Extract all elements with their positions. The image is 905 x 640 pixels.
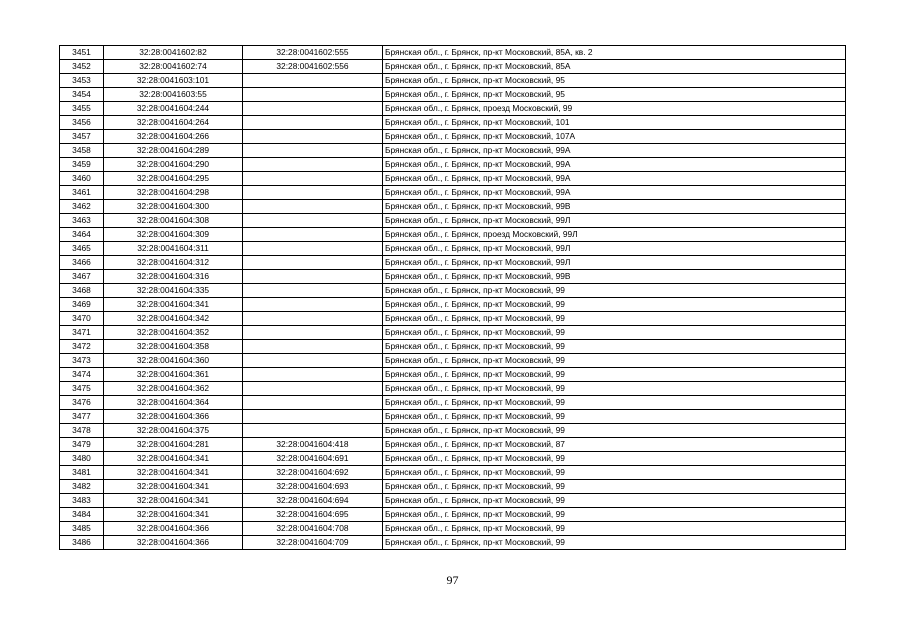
cadastral-number-cell: 32:28:0041604:361 [104,368,243,382]
table-row [60,270,846,284]
address-cell: Брянская обл., г. Брянск, пр-кт Московский, 99 [383,284,846,298]
related-cadastral-number-cell [243,312,383,326]
row-number-cell: 3477 [60,410,104,424]
table-row [60,60,846,74]
row-number-cell: 3476 [60,396,104,410]
row-number-cell: 3481 [60,466,104,480]
table-row [60,494,846,508]
table-row [60,74,846,88]
cadastral-number-cell: 32:28:0041604:316 [104,270,243,284]
address-cell: Брянская обл., г. Брянск, пр-кт Московский, 99А [383,172,846,186]
row-number-cell: 3472 [60,340,104,354]
table-row [60,382,846,396]
address-cell: Брянская обл., г. Брянск, пр-кт Московский, 99 [383,452,846,466]
table-row [60,480,846,494]
address-cell: Брянская обл., г. Брянск, пр-кт Московский, 99 [383,340,846,354]
address-cell: Брянская обл., г. Брянск, проезд Московский, 99Л [383,228,846,242]
cadastral-number-cell: 32:28:0041604:341 [104,480,243,494]
address-cell: Брянская обл., г. Брянск, пр-кт Московский, 99А [383,144,846,158]
table-body [60,46,846,550]
cadastral-number-cell: 32:28:0041604:311 [104,242,243,256]
address-cell: Брянская обл., г. Брянск, пр-кт Московский, 99 [383,326,846,340]
row-number-cell: 3462 [60,200,104,214]
row-number-cell: 3468 [60,284,104,298]
property-table [59,45,846,550]
row-number-cell: 3469 [60,298,104,312]
table-row [60,158,846,172]
address-cell: Брянская обл., г. Брянск, пр-кт Московский, 99 [383,298,846,312]
cadastral-number-cell: 32:28:0041604:342 [104,312,243,326]
cadastral-number-cell: 32:28:0041604:366 [104,522,243,536]
row-number-cell: 3461 [60,186,104,200]
cadastral-number-cell: 32:28:0041604:341 [104,298,243,312]
cadastral-number-cell: 32:28:0041604:264 [104,116,243,130]
related-cadastral-number-cell [243,298,383,312]
related-cadastral-number-cell: 32:28:0041602:555 [243,46,383,60]
related-cadastral-number-cell: 32:28:0041604:693 [243,480,383,494]
related-cadastral-number-cell: 32:28:0041604:695 [243,508,383,522]
row-number-cell: 3484 [60,508,104,522]
address-cell: Брянская обл., г. Брянск, пр-кт Московский, 85А [383,60,846,74]
cadastral-number-cell: 32:28:0041604:375 [104,424,243,438]
address-cell: Брянская обл., г. Брянск, пр-кт Московский, 99А [383,158,846,172]
table-row [60,396,846,410]
related-cadastral-number-cell [243,158,383,172]
cadastral-number-cell: 32:28:0041604:366 [104,410,243,424]
row-number-cell: 3460 [60,172,104,186]
cadastral-number-cell: 32:28:0041603:101 [104,74,243,88]
related-cadastral-number-cell [243,74,383,88]
row-number-cell: 3474 [60,368,104,382]
cadastral-number-cell: 32:28:0041604:360 [104,354,243,368]
row-number-cell: 3457 [60,130,104,144]
cadastral-number-cell: 32:28:0041604:362 [104,382,243,396]
address-cell: Брянская обл., г. Брянск, пр-кт Московский, 87 [383,438,846,452]
related-cadastral-number-cell [243,368,383,382]
table-row [60,116,846,130]
address-cell: Брянская обл., г. Брянск, пр-кт Московский, 99 [383,382,846,396]
address-cell: Брянская обл., г. Брянск, пр-кт Московский, 99В [383,270,846,284]
row-number-cell: 3455 [60,102,104,116]
row-number-cell: 3475 [60,382,104,396]
address-cell: Брянская обл., г. Брянск, пр-кт Московский, 99 [383,480,846,494]
related-cadastral-number-cell [243,130,383,144]
related-cadastral-number-cell [243,144,383,158]
address-cell: Брянская обл., г. Брянск, пр-кт Московский, 99В [383,200,846,214]
cadastral-number-cell: 32:28:0041604:298 [104,186,243,200]
address-cell: Брянская обл., г. Брянск, пр-кт Московский, 99 [383,354,846,368]
related-cadastral-number-cell [243,214,383,228]
table-row [60,228,846,242]
related-cadastral-number-cell [243,200,383,214]
related-cadastral-number-cell [243,410,383,424]
related-cadastral-number-cell [243,340,383,354]
table-row [60,200,846,214]
related-cadastral-number-cell [243,424,383,438]
related-cadastral-number-cell [243,382,383,396]
cadastral-number-cell: 32:28:0041604:341 [104,452,243,466]
table-row [60,242,846,256]
address-cell: Брянская обл., г. Брянск, пр-кт Московский, 95 [383,88,846,102]
address-cell: Брянская обл., г. Брянск, пр-кт Московский, 99 [383,522,846,536]
related-cadastral-number-cell [243,270,383,284]
table-row [60,102,846,116]
cadastral-number-cell: 32:28:0041604:312 [104,256,243,270]
related-cadastral-number-cell [243,172,383,186]
row-number-cell: 3458 [60,144,104,158]
address-cell: Брянская обл., г. Брянск, пр-кт Московский, 99Л [383,242,846,256]
cadastral-number-cell: 32:28:0041604:341 [104,508,243,522]
row-number-cell: 3479 [60,438,104,452]
row-number-cell: 3471 [60,326,104,340]
row-number-cell: 3452 [60,60,104,74]
row-number-cell: 3486 [60,536,104,550]
table-row [60,130,846,144]
row-number-cell: 3483 [60,494,104,508]
address-cell: Брянская обл., г. Брянск, пр-кт Московский, 99 [383,396,846,410]
related-cadastral-number-cell [243,242,383,256]
cadastral-number-cell: 32:28:0041602:74 [104,60,243,74]
row-number-cell: 3463 [60,214,104,228]
page-number: 97 [446,573,459,587]
cadastral-number-cell: 32:28:0041604:308 [104,214,243,228]
table-row [60,326,846,340]
row-number-cell: 3466 [60,256,104,270]
related-cadastral-number-cell [243,88,383,102]
row-number-cell: 3478 [60,424,104,438]
cadastral-number-cell: 32:28:0041604:364 [104,396,243,410]
table-row [60,298,846,312]
cadastral-number-cell: 32:28:0041604:290 [104,158,243,172]
cadastral-number-cell: 32:28:0041604:309 [104,228,243,242]
cadastral-number-cell: 32:28:0041604:281 [104,438,243,452]
related-cadastral-number-cell: 32:28:0041604:709 [243,536,383,550]
table-row [60,368,846,382]
cadastral-number-cell: 32:28:0041604:366 [104,536,243,550]
table-row [60,340,846,354]
table-row [60,186,846,200]
table-row [60,354,846,368]
related-cadastral-number-cell [243,326,383,340]
row-number-cell: 3464 [60,228,104,242]
address-cell: Брянская обл., г. Брянск, проезд Московский, 99 [383,102,846,116]
cadastral-number-cell: 32:28:0041604:352 [104,326,243,340]
related-cadastral-number-cell [243,102,383,116]
row-number-cell: 3473 [60,354,104,368]
row-number-cell: 3482 [60,480,104,494]
address-cell: Брянская обл., г. Брянск, пр-кт Московский, 99Л [383,214,846,228]
row-number-cell: 3453 [60,74,104,88]
related-cadastral-number-cell [243,284,383,298]
cadastral-number-cell: 32:28:0041603:55 [104,88,243,102]
address-cell: Брянская обл., г. Брянск, пр-кт Московский, 107А [383,130,846,144]
related-cadastral-number-cell [243,396,383,410]
address-cell: Брянская обл., г. Брянск, пр-кт Московский, 99 [383,410,846,424]
table-row [60,284,846,298]
table-row [60,144,846,158]
address-cell: Брянская обл., г. Брянск, пр-кт Московский, 99 [383,312,846,326]
related-cadastral-number-cell: 32:28:0041604:418 [243,438,383,452]
related-cadastral-number-cell: 32:28:0041602:556 [243,60,383,74]
related-cadastral-number-cell: 32:28:0041604:708 [243,522,383,536]
table-row [60,256,846,270]
related-cadastral-number-cell [243,256,383,270]
cadastral-number-cell: 32:28:0041604:358 [104,340,243,354]
row-number-cell: 3451 [60,46,104,60]
address-cell: Брянская обл., г. Брянск, пр-кт Московский, 99 [383,508,846,522]
address-cell: Брянская обл., г. Брянск, пр-кт Московский, 99 [383,424,846,438]
address-cell: Брянская обл., г. Брянск, пр-кт Московский, 99 [383,494,846,508]
related-cadastral-number-cell: 32:28:0041604:694 [243,494,383,508]
address-cell: Брянская обл., г. Брянск, пр-кт Московский, 101 [383,116,846,130]
table-row [60,172,846,186]
address-cell: Брянская обл., г. Брянск, пр-кт Московский, 99А [383,186,846,200]
table-row [60,46,846,60]
related-cadastral-number-cell: 32:28:0041604:692 [243,466,383,480]
row-number-cell: 3465 [60,242,104,256]
table-row [60,452,846,466]
related-cadastral-number-cell [243,354,383,368]
cadastral-number-cell: 32:28:0041604:295 [104,172,243,186]
table-row [60,508,846,522]
cadastral-number-cell: 32:28:0041602:82 [104,46,243,60]
row-number-cell: 3485 [60,522,104,536]
property-table-container [59,45,845,550]
address-cell: Брянская обл., г. Брянск, пр-кт Московский, 95 [383,74,846,88]
address-cell: Брянская обл., г. Брянск, пр-кт Московский, 99 [383,368,846,382]
row-number-cell: 3470 [60,312,104,326]
cadastral-number-cell: 32:28:0041604:244 [104,102,243,116]
row-number-cell: 3459 [60,158,104,172]
related-cadastral-number-cell: 32:28:0041604:691 [243,452,383,466]
cadastral-number-cell: 32:28:0041604:341 [104,466,243,480]
table-row [60,466,846,480]
cadastral-number-cell: 32:28:0041604:335 [104,284,243,298]
address-cell: Брянская обл., г. Брянск, пр-кт Московский, 85А, кв. 2 [383,46,846,60]
related-cadastral-number-cell [243,228,383,242]
address-cell: Брянская обл., г. Брянск, пр-кт Московский, 99 [383,536,846,550]
address-cell: Брянская обл., г. Брянск, пр-кт Московский, 99Л [383,256,846,270]
table-row [60,536,846,550]
related-cadastral-number-cell [243,116,383,130]
related-cadastral-number-cell [243,186,383,200]
table-row [60,88,846,102]
table-row [60,410,846,424]
row-number-cell: 3480 [60,452,104,466]
cadastral-number-cell: 32:28:0041604:266 [104,130,243,144]
table-row [60,522,846,536]
table-row [60,438,846,452]
table-row [60,312,846,326]
cadastral-number-cell: 32:28:0041604:300 [104,200,243,214]
table-row [60,424,846,438]
table-row [60,214,846,228]
row-number-cell: 3454 [60,88,104,102]
address-cell: Брянская обл., г. Брянск, пр-кт Московский, 99 [383,466,846,480]
row-number-cell: 3467 [60,270,104,284]
cadastral-number-cell: 32:28:0041604:341 [104,494,243,508]
row-number-cell: 3456 [60,116,104,130]
cadastral-number-cell: 32:28:0041604:289 [104,144,243,158]
